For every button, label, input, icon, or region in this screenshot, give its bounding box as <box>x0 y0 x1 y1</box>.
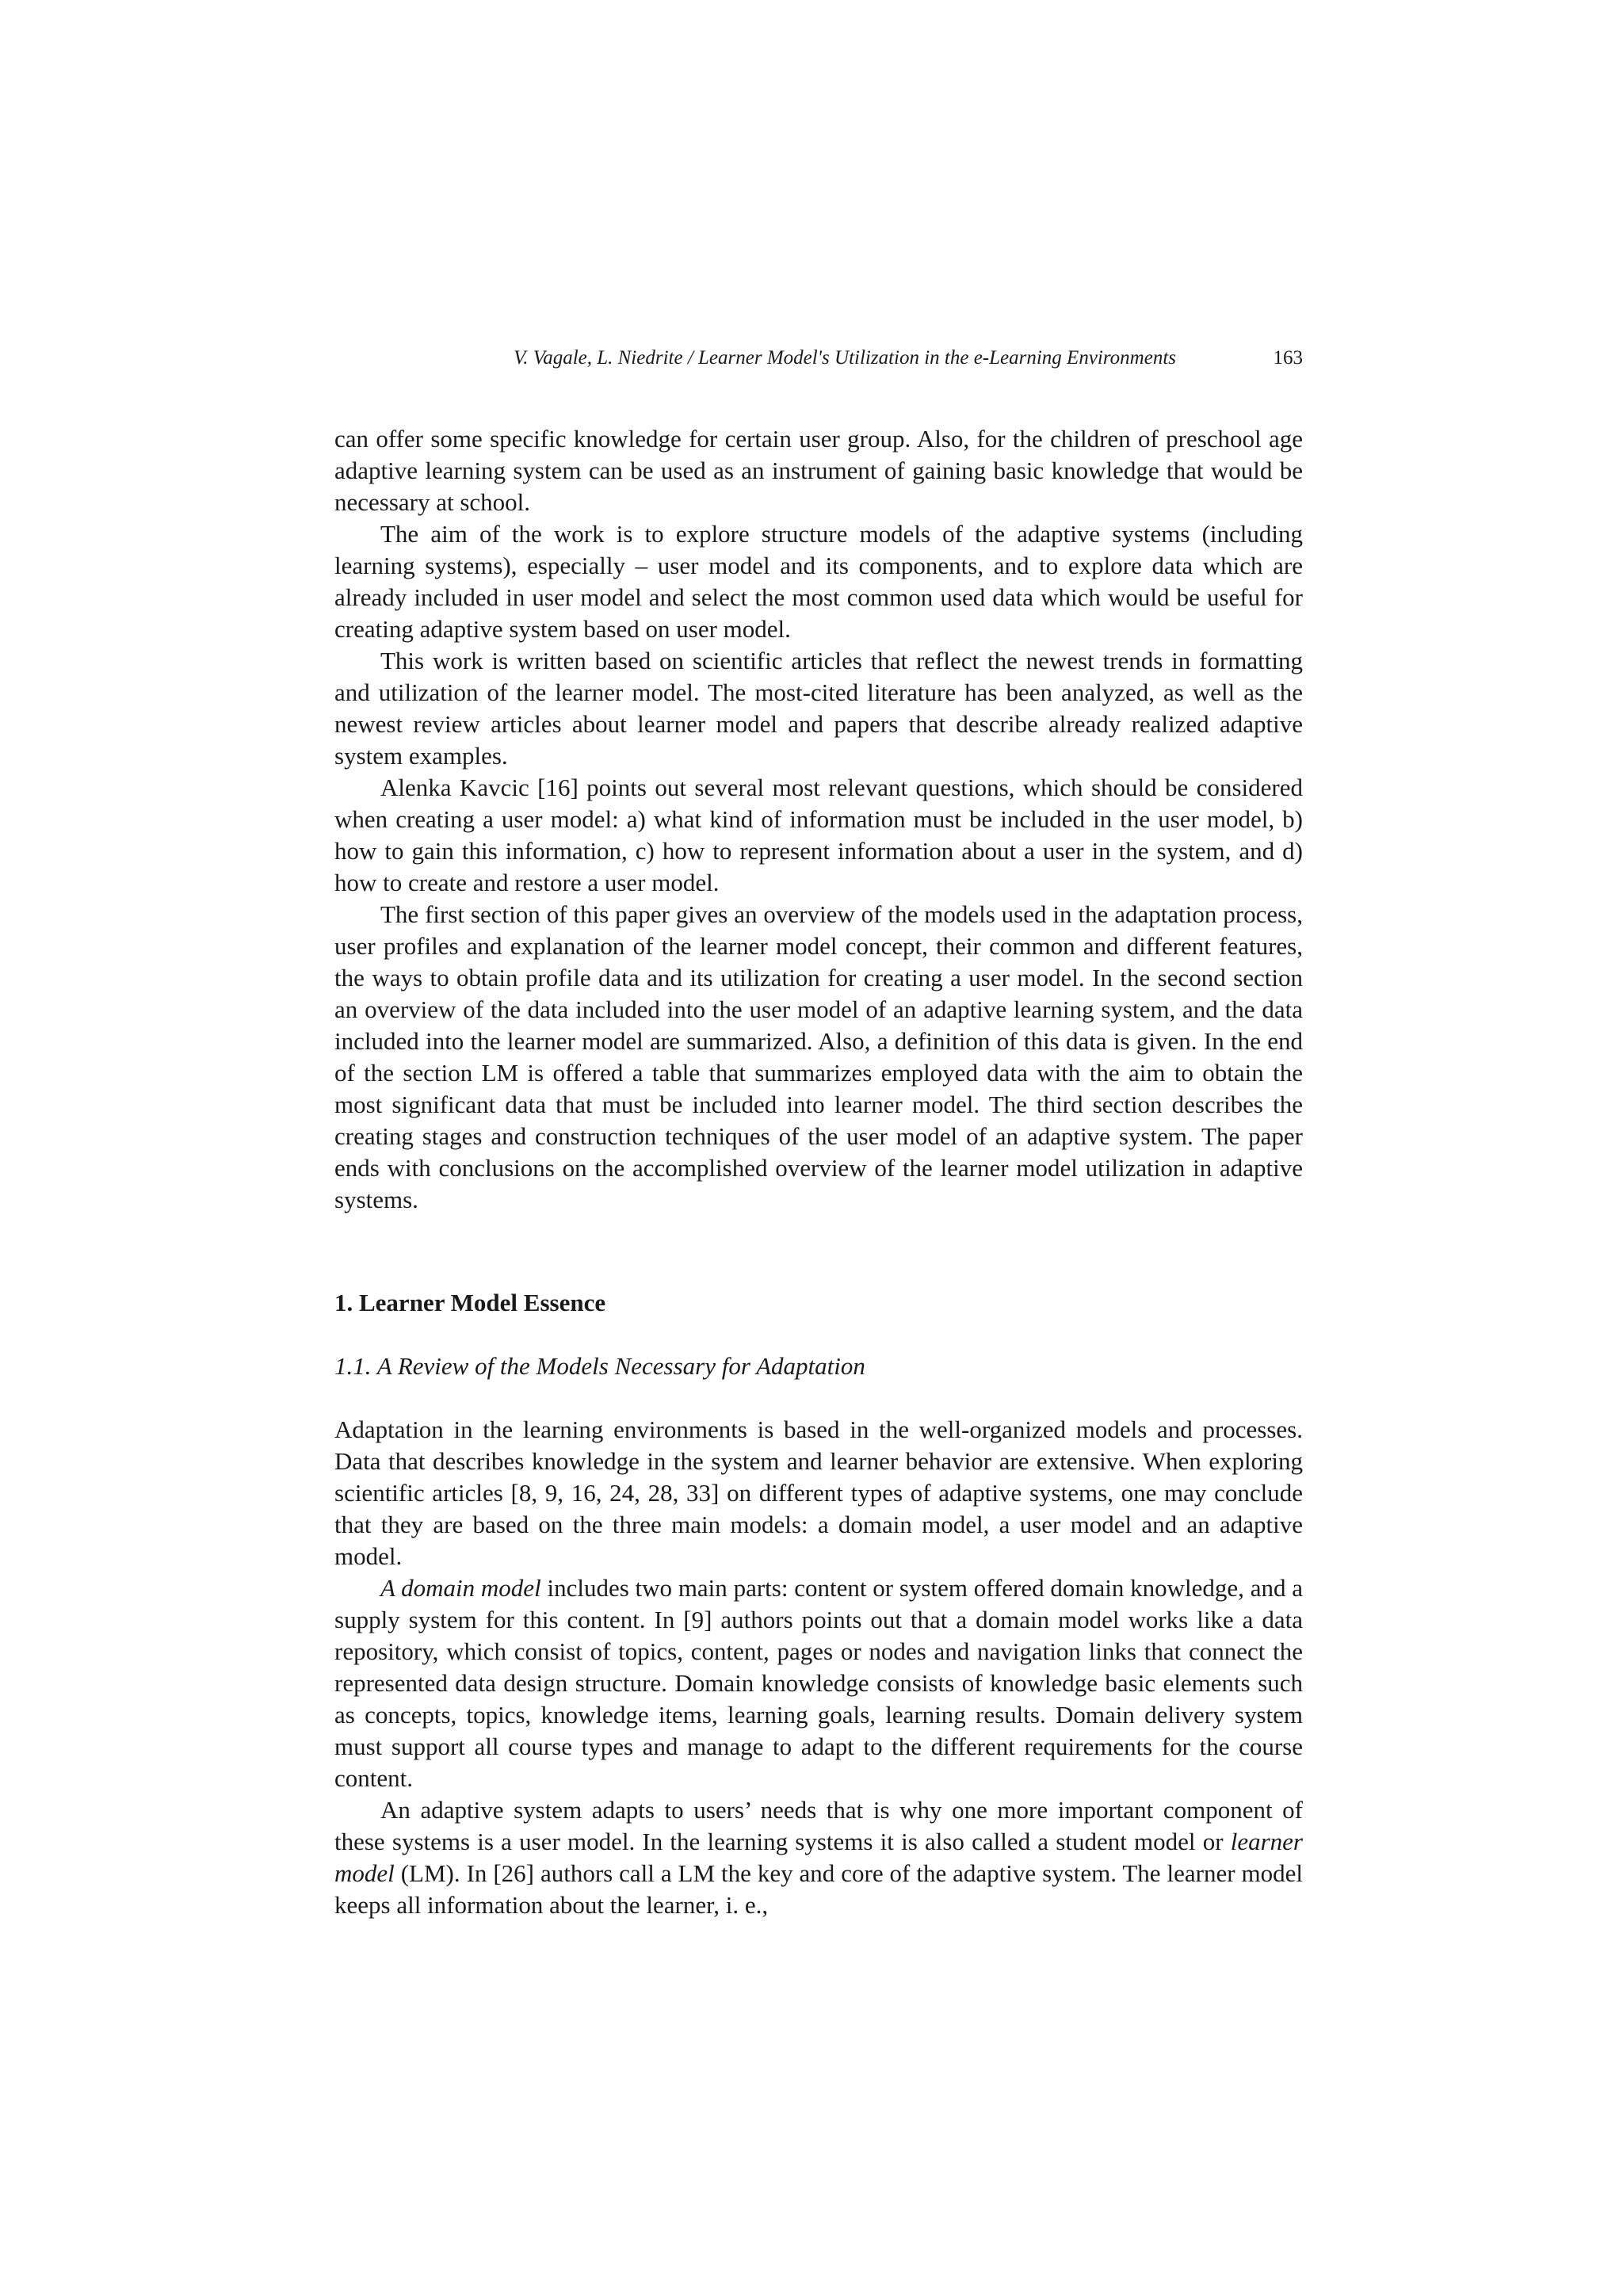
intro-paragraph-1: can offer some specific knowledge for certain user group. Also, for the children of preschool age adaptive learning system can be used as an instrument of gaining basic knowledge that would be necessary at school. <box>334 425 1303 516</box>
term-domain-model: A domain model <box>380 1574 541 1602</box>
paragraph-spacer <box>334 1382 1303 1414</box>
subsection-spacer <box>334 1319 1303 1350</box>
intro-paragraph-5: The first section of this paper gives an overview of the models used in the adaptation process, user profiles and explanation of the learner model concept, their common and different features, the ways to obtain profile data and its utilization for creating a user model. In the second section an overview of the data included into the user model of an adaptive learning system, and the data included into the learner model are summarized. Also, a definition of this data is given. In the end of the section LM is offered a table that summarizes employed data with the aim to obtain the most significant data that must be included into learner model. The third section describes the creating stages and construction techniques of the user model of an adaptive system. The paper ends with conclusions on the accomplished overview of the learner model utilization in adaptive systems. <box>334 900 1303 1213</box>
paper-page <box>334 0 1303 2296</box>
page-body <box>334 423 1303 1921</box>
section-heading: 1. Learner Model Essence <box>334 1289 606 1316</box>
subsection-heading: 1.1. A Review of the Models Necessary for Adaptation <box>334 1352 865 1380</box>
term-learner-model: learner model <box>334 1828 1303 1887</box>
section-spacer <box>334 1216 1303 1287</box>
page-number: 163 <box>1273 347 1303 369</box>
section-paragraph-3-text-b: (LM). In [26] authors call a LM the key and core of the adaptive system. The learner model keeps all information about the learner, i. e., <box>334 1859 1303 1919</box>
intro-paragraph-3: This work is written based on scientific articles that reflect the newest trends in formatting and utilization of the learner model. The most-cited literature has been analyzed, as well as the newest review articles about learner model and papers that describe already realized adaptive system examples. <box>334 647 1303 770</box>
section-paragraph-2 <box>334 1572 1303 1794</box>
section-paragraph-3 <box>334 1794 1303 1921</box>
intro-paragraph-2: The aim of the work is to explore structure models of the adaptive systems (including learning systems), especially – user model and its components, and to explore data which are already included in user model and select the most common used data which would be useful for creating adaptive system based on user model. <box>334 520 1303 643</box>
running-title: V. Vagale, L. Niedrite / Learner Model's Utilization in the e-Learning Environments <box>514 347 1176 369</box>
section-paragraph-3-text-a: An adaptive system adapts to users’ needs that is why one more important component of these systems is a user model. In the learning systems it is also called a student model or <box>334 1796 1303 1855</box>
intro-paragraph-4: Alenka Kavcic [16] points out several most relevant questions, which should be considered when creating a user model: a) what kind of information must be included in the user model, b) how to gain this information, c) how to represent information about a user in the system, and d) how to create and restore a user model. <box>334 774 1303 896</box>
section-paragraph-1: Adaptation in the learning environments is based in the well-organized models and processes. Data that describes knowledge in the system and learner behavior are extensive. When exploring scientific articles [8, 9, 16, 24, 28, 33] on different types of adaptive systems, one may conclude that they are based on the three main models: a domain model, a user model and an adaptive model. <box>334 1415 1303 1570</box>
running-header <box>334 347 1303 379</box>
section-paragraph-2-text: includes two main parts: content or system offered domain knowledge, and a supply system for this content. In [9] authors points out that a domain model works like a data repository, which consist of topics, content, pages or nodes and navigation links that connect the represented data design structure. Domain knowledge consists of knowledge basic elements such as concepts, topics, knowledge items, learning goals, learning results. Domain delivery system must support all course types and manage to adapt to the different requirements for the course content. <box>334 1574 1304 1792</box>
